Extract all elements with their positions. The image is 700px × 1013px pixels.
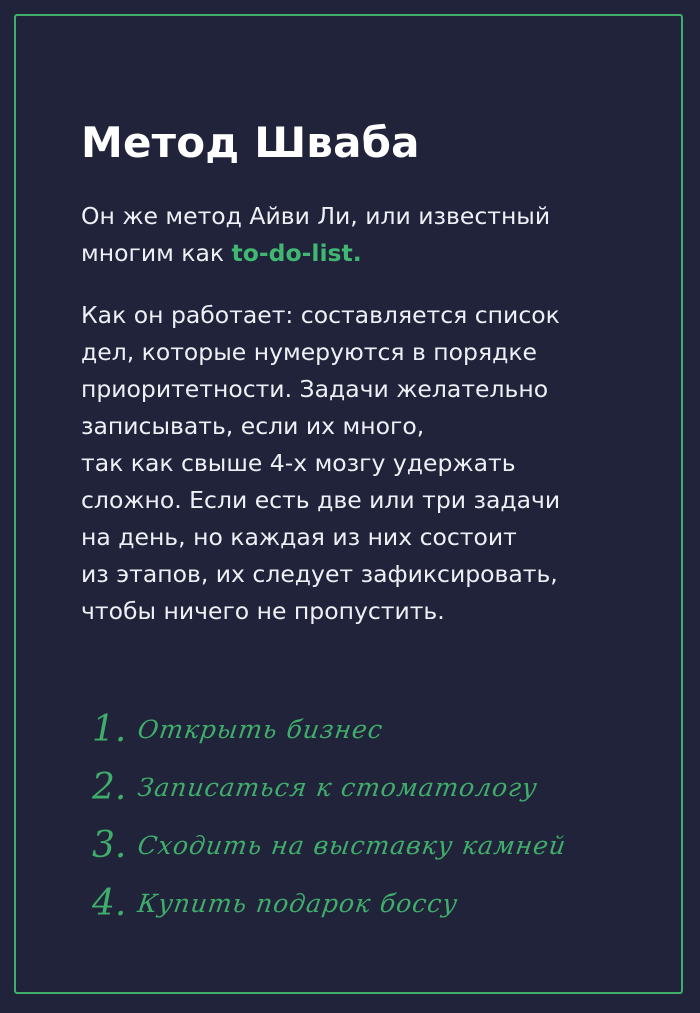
handwritten-todo-list [92, 700, 569, 932]
todo-number: 2. [92, 766, 127, 808]
description-paragraph [81, 297, 651, 630]
description-line: приоритетности. Задачи желательно [81, 375, 549, 403]
description-line: из этапов, их следует зафиксировать, [81, 560, 558, 588]
todo-list-highlight: to-do-list. [231, 239, 362, 267]
page-title: Метод Шваба [81, 118, 420, 167]
description-line: чтобы ничего не пропустить. [81, 597, 445, 625]
intro-line-1: Он же метод Айви Ли, или известный [81, 202, 551, 230]
description-line: так как свыше 4-х мозгу удержать [81, 449, 516, 477]
todo-item [92, 758, 566, 816]
description-line: на день, но каждая из них состоит [81, 523, 517, 551]
intro-line-2-prefix: многим как [81, 239, 232, 267]
todo-item [92, 816, 569, 874]
intro-line-2 [81, 235, 641, 272]
todo-text: Сходить на выставку камней [135, 830, 569, 860]
todo-item [92, 874, 566, 932]
todo-text: Записаться к стоматологу [135, 772, 540, 802]
todo-text: Купить подарок боссу [135, 888, 461, 918]
description-line: записывать, если их много, [81, 412, 425, 440]
description-line: сложно. Если есть две или три задачи [81, 486, 561, 514]
intro-paragraph [81, 198, 641, 272]
description-line: Как он работает: составляется список [81, 301, 560, 329]
todo-number: 3. [92, 824, 127, 866]
description-line: дел, которые нумеруются в порядке [81, 338, 538, 366]
todo-text: Открыть бизнес [135, 714, 386, 744]
todo-number: 1. [92, 708, 127, 750]
todo-item [92, 700, 566, 758]
todo-number: 4. [92, 882, 127, 924]
